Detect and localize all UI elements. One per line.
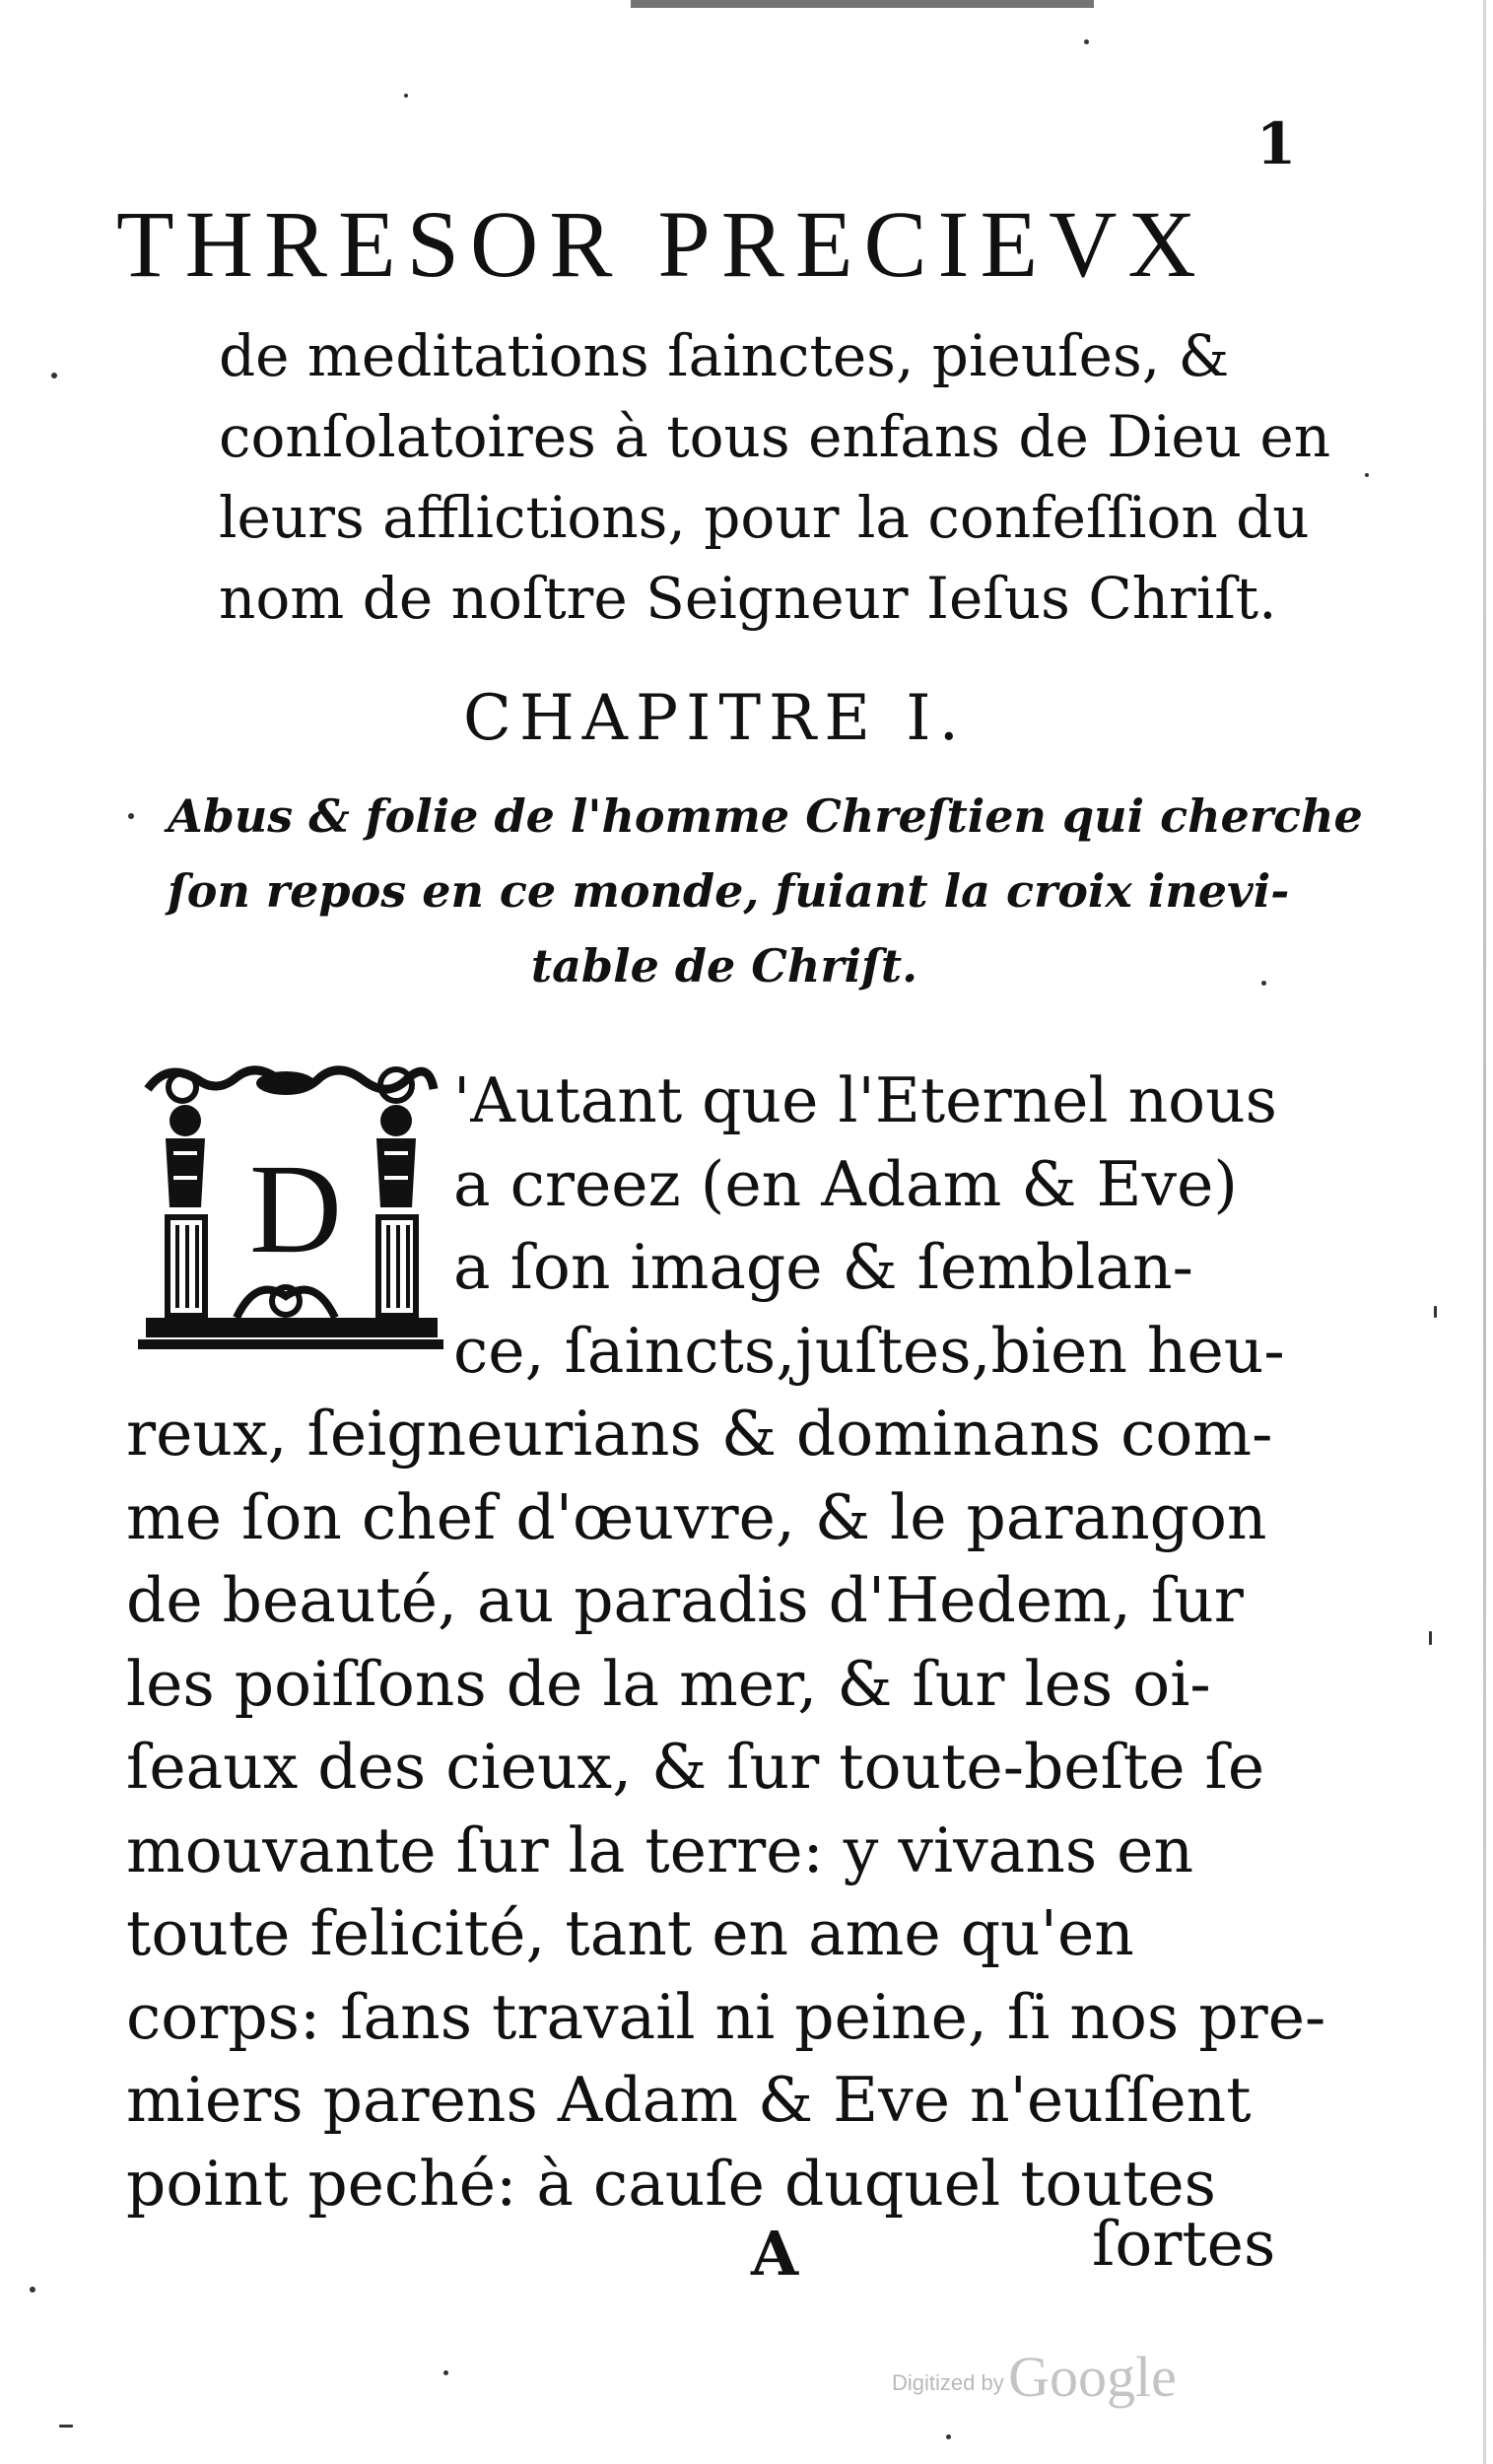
- scan-speck: [404, 94, 408, 98]
- scan-speck: [1434, 1306, 1437, 1318]
- scan-speck: [946, 2434, 951, 2439]
- scan-speck: [1365, 473, 1369, 477]
- body-line: point peché: à cauſe duquel toutes: [126, 2147, 1216, 2220]
- subtitle-line: nom de noſtre Seigneur Ieſus Chriſt.: [219, 565, 1277, 632]
- subtitle-line: leurs afflictions, pour la confeſſion du: [219, 484, 1310, 551]
- body-line: a ſon image & ſemblan-: [453, 1231, 1193, 1303]
- body-line: corps: ſans travail ni peine, ſi nos pre-: [126, 1980, 1326, 2053]
- initial-letter: D: [249, 1138, 342, 1280]
- google-logo: Google: [1008, 2345, 1177, 2409]
- chapter-heading: CHAPITRE I.: [463, 682, 967, 755]
- body-line: miers parens Adam & Eve n'euſſent: [126, 2064, 1252, 2136]
- body-line: ce, ſaincts,juſtes,bien heu-: [453, 1314, 1285, 1387]
- scan-edge-rule: [1483, 0, 1486, 2464]
- body-line: a creez (en Adam & Eve): [453, 1147, 1238, 1220]
- body-line: ſeaux des cieux, & ſur toute-beſte ſe: [126, 1731, 1265, 1803]
- scan-top-smear: [631, 0, 1094, 8]
- scan-speck: [443, 2370, 448, 2375]
- body-line: mouvante ſur la terre: y vivans en: [126, 1814, 1194, 1886]
- body-line: les poiſſons de la mer, & ſur les oi-: [126, 1647, 1211, 1720]
- body-line: de beauté, au paradis d'Hedem, ſur: [126, 1564, 1244, 1636]
- body-line: toute felicité, tant en ame qu'en: [126, 1897, 1134, 1969]
- watermark-prefix: Digitized by: [892, 2370, 1004, 2395]
- scan-speck: [1429, 1631, 1432, 1645]
- subtitle-line: de meditations ſainctes, pieuſes, &: [219, 322, 1230, 389]
- scan-speck: [30, 2287, 35, 2293]
- subtitle-line: conſolatoires à tous enfans de Dieu en: [219, 403, 1331, 470]
- body-line: reux, ſeigneurians & dominans com-: [126, 1398, 1273, 1470]
- summary-line: table de Chriſt.: [530, 939, 918, 992]
- summary-line: ſon repos en ce monde, fuiant la croix inevi-: [168, 864, 1290, 918]
- page-title: THRESOR PRECIEVX: [116, 191, 1207, 297]
- body-text: [126, 1060, 1326, 2225]
- summary-line: Abus & folie de l'homme Chreſtien qui cherche: [168, 789, 1363, 843]
- body-line: me ſon chef d'œuvre, & le parangon: [126, 1480, 1267, 1553]
- scan-speck: [59, 2425, 73, 2428]
- scan-speck: [128, 813, 134, 819]
- digitized-watermark: [892, 2344, 1177, 2410]
- body-line: 'Autant que l'Eternel nous: [453, 1064, 1278, 1136]
- scan-speck: [1084, 39, 1089, 44]
- title-subtitle: [219, 315, 1331, 639]
- page-number: 1: [1255, 110, 1297, 177]
- chapter-summary: [168, 779, 1363, 1003]
- signature-mark: A: [751, 2218, 799, 2290]
- scan-speck: [51, 373, 57, 378]
- catchword: ſortes: [1092, 2208, 1276, 2280]
